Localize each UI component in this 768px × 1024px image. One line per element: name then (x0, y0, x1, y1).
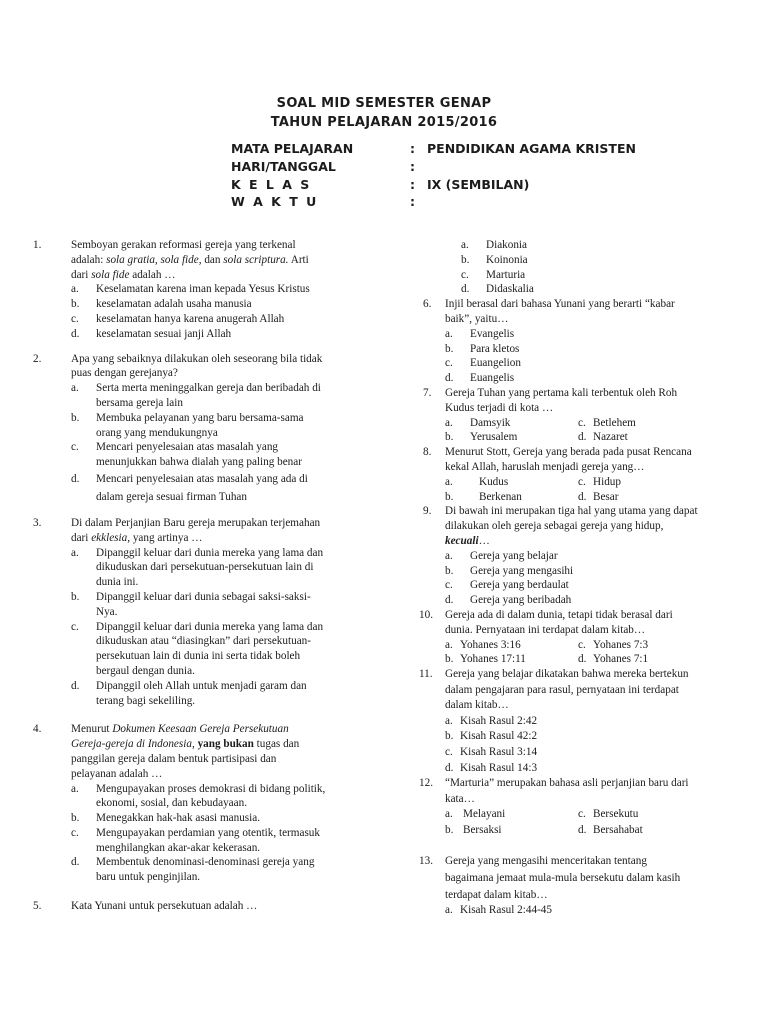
question-9 (423, 504, 748, 608)
option-letter: d. (578, 824, 587, 837)
answer-option[interactable]: c. Marturia (461, 268, 526, 281)
question-6 (423, 297, 748, 386)
question-text: adalah: sola gratia, sola fide, dan sola scriptura. Arti (71, 253, 309, 266)
question-text: dalam kitab… (445, 699, 509, 712)
right-column (419, 238, 748, 917)
option-letter: b. (445, 653, 454, 666)
answer-row (445, 823, 748, 839)
option-letter: c. (578, 808, 586, 821)
question-text: kekal Allah, haruslah menjadi gereja yang… (445, 460, 645, 473)
answer-row (445, 807, 748, 823)
answer-option[interactable]: Berkenan (479, 490, 522, 503)
answer-option[interactable]: a. Dipanggil keluar dari dunia mereka yang lama dan dikuduskan dari persekutuan-persekutuan lain di dunia ini. (71, 546, 324, 589)
option-letter: c. (578, 416, 586, 429)
value-class: IX (SEMBILAN) (427, 177, 530, 192)
label-date: HARI/TANGGAL (231, 159, 336, 174)
option-letter: c. (578, 638, 586, 651)
question-text: dari ekklesia, yang artinya … (71, 531, 203, 544)
answer-option[interactable]: Melayani (463, 808, 506, 821)
answer-option[interactable]: b. Para kletos (445, 342, 520, 355)
answer-option[interactable]: Yohanes 17:11 (460, 653, 526, 666)
question-1 (33, 238, 373, 342)
label-class: K E L A S (231, 177, 312, 192)
question-text: dari sola fide adalah … (71, 268, 176, 281)
answer-option[interactable]: a. Kisah Rasul 2:44-45 (445, 903, 552, 916)
answer-option[interactable]: Nazaret (593, 431, 628, 444)
answer-option[interactable]: a. Gereja yang belajar (445, 549, 558, 562)
answer-option[interactable]: a. Serta merta meninggalkan gereja dan beribadah di bersama gereja lain (71, 382, 321, 409)
question-text: bagaimana jemaat mula-mula bersekutu dalam kasih (445, 871, 681, 884)
answer-row (445, 416, 748, 431)
question-number: 12. (419, 777, 433, 790)
question-text: Menurut Dokumen Keesaan Gereja Persekutuan (71, 723, 289, 736)
question-text: Gereja yang mengasihi menceritakan tentang (445, 854, 647, 867)
question-number: 7. (423, 386, 432, 399)
colon: : (410, 194, 415, 209)
answer-option[interactable]: d. Dipanggil oleh Allah untuk menjadi garam dan terang bagi sekeliling. (71, 679, 307, 707)
answer-option[interactable]: Yerusalem (470, 431, 518, 444)
answer-option[interactable]: d. Euangelis (445, 372, 515, 385)
question-5 (33, 899, 373, 914)
question-text: dilakukan oleh gereja sebagai gereja yang hidup, (445, 520, 664, 533)
question-text: pelayanan adalah … (71, 767, 163, 780)
answer-option[interactable]: Kudus (479, 475, 509, 488)
option-letter: a. (445, 808, 453, 821)
answer-option[interactable]: c. Euangelion (445, 357, 521, 370)
question-text: puas dengan gerejanya? (71, 367, 178, 380)
answer-option[interactable]: Hidup (593, 475, 621, 488)
answer-row (445, 475, 748, 490)
question-12 (419, 776, 748, 838)
answer-option[interactable]: d. Mencari penyelesaian atas masalah yang ada di dalam gereja sesuai firman Tuhan (71, 472, 308, 503)
option-letter: d. (578, 431, 587, 444)
answer-option[interactable]: a. Diakonia (461, 239, 528, 251)
exam-title: SOAL MID SEMESTER GENAP (276, 96, 492, 111)
answer-option[interactable]: b. Menegakkan hak-hak asasi manusia. (71, 812, 261, 825)
question-3 (33, 516, 373, 708)
question-4 (33, 722, 373, 885)
answer-option[interactable]: Damsyik (470, 416, 511, 429)
question-text: Injil berasal dari bahasa Yunani yang berarti “kabar (445, 298, 675, 311)
question-number: 4. (33, 723, 42, 736)
question-text: Semboyan gerakan reformasi gereja yang terkenal (71, 239, 296, 251)
question-2 (33, 352, 373, 506)
answer-option[interactable]: c. Gereja yang berdaulat (445, 579, 569, 592)
question-11 (419, 667, 748, 776)
question-text: dunia. Pernyataan ini terdapat dalam kitab… (445, 623, 646, 636)
answer-option[interactable]: Bersaksi (463, 824, 502, 837)
answer-option[interactable]: d. Gereja yang beribadah (445, 594, 572, 607)
answer-option[interactable]: a. Kisah Rasul 2:42 (445, 714, 538, 727)
question-text: Kudus terjadi di kota … (445, 401, 554, 414)
answer-option[interactable]: c. keselamatan hanya karena anugerah Allah (71, 312, 285, 325)
question-text: dalam pengajaran para rasul, pernyataan ini terdapat (445, 683, 679, 696)
answer-option[interactable]: b. Gereja yang mengasihi (445, 564, 574, 577)
question-number: 8. (423, 446, 432, 459)
option-letter: b. (445, 490, 454, 503)
question-text: Apa yang sebaiknya dilakukan oleh seseorang bila tidak (71, 352, 323, 365)
colon: : (410, 177, 415, 192)
label-subject: MATA PELAJARAN (231, 141, 354, 156)
question-number: 5. (33, 900, 42, 913)
option-letter: b. (445, 824, 454, 837)
question-text: terdapat dalam kitab… (445, 888, 548, 901)
option-letter: a. (445, 416, 453, 429)
answer-option[interactable]: d. keselamatan sesuai janji Allah (71, 327, 232, 340)
question-text: Gereja yang belajar dikatakan bahwa mereka bertekun (445, 668, 689, 681)
question-text: Di dalam Perjanjian Baru gereja merupakan terjemahan (71, 516, 321, 529)
question-text: Gereja ada di dalam dunia, tetapi tidak berasal dari (445, 608, 673, 621)
answer-option[interactable]: Yohanes 3:16 (460, 638, 521, 651)
question-number: 13. (419, 854, 433, 867)
question-text: Gereja-gereja di Indonesia, yang bukan tugas dan (71, 738, 300, 751)
question-number: 2. (33, 352, 42, 365)
option-letter: a. (445, 475, 453, 488)
question-text: panggilan gereja dalam bentuk partisipasi dan (71, 752, 277, 765)
question-text: baik”, yaitu… (445, 312, 509, 325)
question-text: kata… (445, 792, 475, 805)
option-letter: c. (578, 475, 586, 488)
answer-option[interactable]: b. keselamatan adalah usaha manusia (71, 298, 252, 311)
answer-option[interactable]: b. Koinonia (461, 253, 528, 266)
answer-option[interactable]: d. Membentuk denominasi-denominasi gereja yang baru untuk penginjilan. (71, 856, 315, 884)
question-text: Kata Yunani untuk persekutuan adalah … (71, 900, 258, 913)
question-number: 1. (33, 239, 42, 251)
question-number: 9. (423, 505, 432, 518)
answer-option[interactable]: Bersahabat (593, 824, 643, 837)
answer-option[interactable]: a. Evangelis (445, 327, 515, 340)
answer-option[interactable]: Besar (593, 490, 619, 503)
question-5-options (423, 238, 748, 297)
left-column (33, 238, 373, 914)
option-letter: d. (578, 490, 587, 503)
question-text: Gereja Tuhan yang pertama kali terbentuk oleh Roh (445, 386, 678, 399)
answer-option[interactable]: Bersekutu (593, 808, 639, 821)
answer-option[interactable]: b. Kisah Rasul 42:2 (445, 730, 538, 743)
answer-option[interactable]: a. Mengupayakan proses demokrasi di bidang politik, ekonomi, sosial, dan kebudayaan. (71, 782, 326, 810)
answer-option[interactable]: b. Membuka pelayanan yang baru bersama-sama orang yang mendukungnya (71, 411, 304, 439)
question-13 (419, 853, 748, 917)
question-text: Menurut Stott, Gereja yang berada pada pusat Rencana (445, 446, 692, 459)
answer-option[interactable]: c. Kisah Rasul 3:14 (445, 746, 538, 759)
answer-option[interactable]: c. Mencari penyelesaian atas masalah yang menunjukkan bahwa dialah yang paling benar (71, 441, 302, 469)
answer-option[interactable]: Betlehem (593, 416, 636, 429)
answer-option[interactable]: c. Mengupayakan perdamian yang otentik, termasuk menghilangkan akar-akar kekerasan. (71, 826, 320, 854)
answer-option[interactable]: d. Kisah Rasul 14:3 (445, 761, 538, 774)
option-letter: a. (445, 638, 453, 651)
question-8 (423, 445, 748, 504)
school-year: TAHUN PELAJARAN 2015/2016 (270, 115, 498, 130)
label-time: W A K T U (231, 194, 319, 209)
value-subject: PENDIDIKAN AGAMA KRISTEN (427, 141, 636, 156)
question-text: kecuali… (445, 534, 490, 547)
question-number: 3. (33, 516, 42, 529)
colon: : (410, 141, 415, 156)
answer-row (445, 430, 748, 445)
answer-option[interactable]: d. Didaskalia (461, 283, 534, 296)
question-number: 6. (423, 298, 432, 311)
answer-option[interactable]: Yohanes 7:3 (593, 638, 649, 651)
answer-row (445, 638, 748, 653)
answer-option[interactable]: c. Dipanggil keluar dari dunia mereka yang lama dan dikuduskan atau “diasingkan” dari persekutuan- persekutuan lain di dunia ini serta tidak boleh bergaul dengan dunia. (71, 620, 324, 677)
answer-option[interactable]: a. Keselamatan karena iman kepada Yesus Kristus (71, 283, 310, 296)
option-letter: b. (445, 431, 454, 444)
question-7 (423, 386, 748, 445)
question-text: Di bawah ini merupakan tiga hal yang utama yang dapat (445, 505, 698, 518)
option-letter: d. (578, 653, 587, 666)
colon: : (410, 159, 415, 174)
question-10 (419, 608, 748, 667)
answer-option[interactable]: Yohanes 7:1 (593, 653, 649, 666)
answer-row (445, 652, 748, 667)
question-text: “Marturia” merupakan bahasa asli perjanjian baru dari (445, 777, 689, 790)
answer-option[interactable]: b. Dipanggil keluar dari dunia sebagai saksi-saksi- Nya. (71, 590, 311, 618)
question-number: 10. (419, 608, 433, 621)
question-number: 11. (419, 668, 433, 681)
answer-row (445, 490, 748, 505)
